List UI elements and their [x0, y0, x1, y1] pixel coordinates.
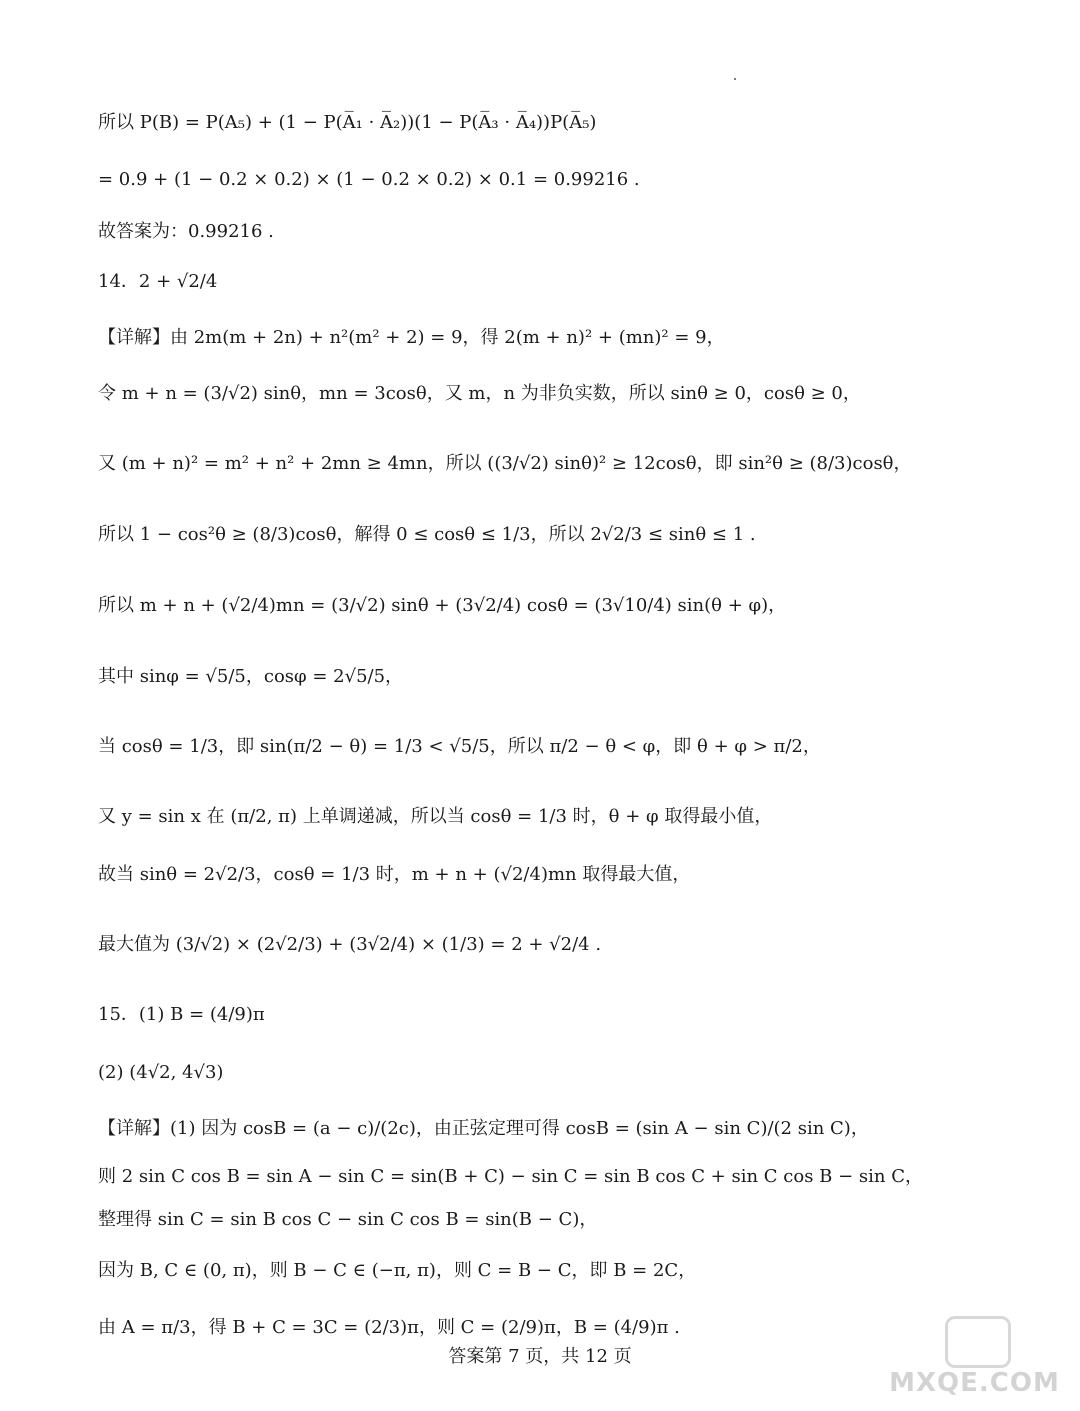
question-number-14: 14．2 + √2/4 [98, 271, 218, 292]
text-line: 令 m + n = (3/√2) sinθ，mn = 3cosθ，又 m，n 为非负实数，所以 sinθ ≥ 0，cosθ ≥ 0， [98, 383, 861, 404]
text-line: 【详解】(1) 因为 cosB = (a − c)/(2c)，由正弦定理可得 cosB = (sin A − sin C)/(2 sin C)， [98, 1118, 869, 1139]
text-line: 由 A = π/3，得 B + C = 3C = (2/3)π，则 C = (2/9)π，B = (4/9)π . [98, 1317, 680, 1338]
question-number-15: 15．(1) B = (4/9)π [98, 1004, 265, 1025]
text-line: 所以 m + n + (√2/4)mn = (3/√2) sinθ + (3√2/4) cosθ = (3√10/4) sin(θ + φ)， [98, 595, 787, 616]
text-line: 其中 sinφ = √5/5，cosφ = 2√5/5， [98, 666, 404, 687]
text-line: 【详解】由 2m(m + 2n) + n²(m² + 2) = 9，得 2(m + n)² + (mn)² = 9， [98, 327, 725, 348]
text-line: 整理得 sin C = sin B cos C − sin C cos B = sin(B − C)， [98, 1209, 598, 1230]
text-line: 故答案为：0.99216 . [98, 221, 274, 242]
text-line: (2) (4√2, 4√3) [98, 1062, 224, 1083]
text-line: 因为 B, C ∈ (0, π)，则 B − C ∈ (−π, π)，则 C = B − C，即 B = 2C， [98, 1260, 697, 1281]
text-line: 所以 1 − cos²θ ≥ (8/3)cosθ，解得 0 ≤ cosθ ≤ 1/3，所以 2√2/3 ≤ sinθ ≤ 1 . [98, 524, 756, 545]
text-line: 故当 sinθ = 2√2/3，cosθ = 1/3 时，m + n + (√2/4)mn 取得最大值， [98, 864, 691, 885]
stray-dot [734, 78, 736, 80]
text-line: = 0.9 + (1 − 0.2 × 0.2) × (1 − 0.2 × 0.2) × 0.1 = 0.99216 . [98, 169, 640, 190]
text-line: 最大值为 (3/√2) × (2√2/3) + (3√2/4) × (1/3) = 2 + √2/4 . [98, 934, 602, 955]
text-line: 又 (m + n)² = m² + n² + 2mn ≥ 4mn，所以 ((3/√2) sinθ)² ≥ 12cosθ，即 sin²θ ≥ (8/3)cosθ， [98, 453, 912, 474]
text-line: 当 cosθ = 1/3，即 sin(π/2 − θ) = 1/3 < √5/5，所以 π/2 − θ < φ，即 θ + φ > π/2， [98, 736, 821, 757]
page-footer: 答案第 7 页，共 12 页 [448, 1346, 632, 1367]
watermark-text: MXQE.COM [889, 1368, 1060, 1398]
text-line: 则 2 sin C cos B = sin A − sin C = sin(B + C) − sin C = sin B cos C + sin C cos B − sin C， [98, 1166, 924, 1187]
text-line: 又 y = sin x 在 (π/2, π) 上单调递减，所以当 cosθ = 1/3 时，θ + φ 取得最小值， [98, 806, 773, 827]
text-line: 所以 P(B) = P(A₅) + (1 − P(A̅₁ · A̅₂))(1 − P(A̅₃ · A̅₄))P(A̅₅) [98, 112, 597, 133]
